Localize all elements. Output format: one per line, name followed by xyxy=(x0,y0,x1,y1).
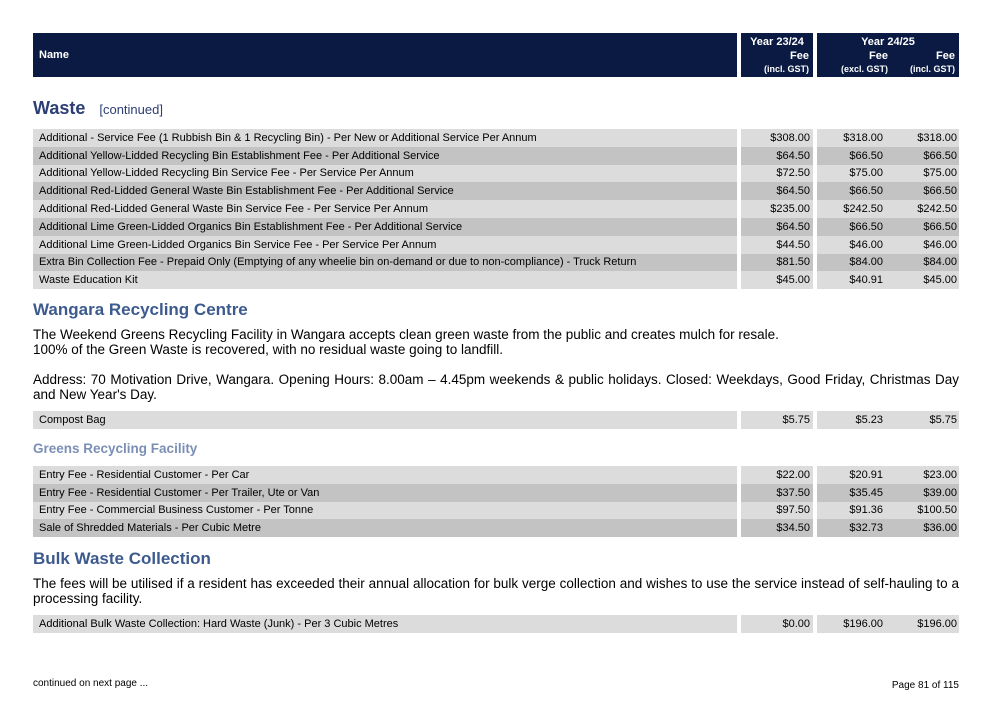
header-name: Name xyxy=(33,33,737,77)
fee-2425-incl: $318.00 xyxy=(888,129,959,147)
fee-2324-incl: $34.50 xyxy=(741,519,813,537)
fee-2425-excl: $40.91 xyxy=(817,271,888,289)
fee-2324-incl: $64.50 xyxy=(741,182,813,200)
fee-2425-incl: $45.00 xyxy=(888,271,959,289)
page-number: Page 81 of 115 xyxy=(891,680,959,691)
header-year-2324 xyxy=(741,33,813,77)
fee-name: Sale of Shredded Materials - Per Cubic Metre xyxy=(33,519,737,537)
bulk-title: Bulk Waste Collection xyxy=(33,549,211,569)
fee-2425-incl: $66.50 xyxy=(888,147,959,165)
waste-section-heading xyxy=(33,98,959,125)
greens-table xyxy=(33,466,959,537)
fee-2425-excl: $84.00 xyxy=(817,254,888,272)
fee-2324-incl: $44.50 xyxy=(741,236,813,254)
fee-2425-incl: $66.50 xyxy=(888,182,959,200)
header-year-a-gst: (incl. GST) xyxy=(764,64,809,74)
waste-title: Waste xyxy=(33,98,86,118)
table-row xyxy=(33,182,959,200)
table-row xyxy=(33,218,959,236)
table-row xyxy=(33,502,959,520)
fee-name: Compost Bag xyxy=(33,411,737,429)
header-year-2425 xyxy=(817,33,959,77)
fee-2425-excl: $66.50 xyxy=(817,147,888,165)
table-header xyxy=(33,33,959,77)
fee-2324-incl: $235.00 xyxy=(741,200,813,218)
fee-2324-incl: $0.00 xyxy=(741,615,813,633)
fee-2324-incl: $64.50 xyxy=(741,147,813,165)
wangara-title: Wangara Recycling Centre xyxy=(33,300,248,320)
fee-name: Entry Fee - Residential Customer - Per Car xyxy=(33,466,737,484)
wangara-description xyxy=(33,327,959,357)
table-row xyxy=(33,484,959,502)
table-row xyxy=(33,147,959,165)
fee-2425-excl: $66.50 xyxy=(817,182,888,200)
fee-2324-incl: $308.00 xyxy=(741,129,813,147)
table-row xyxy=(33,129,959,147)
fee-name: Additional Red-Lidded General Waste Bin Establishment Fee - Per Additional Service xyxy=(33,182,737,200)
fee-2425-excl: $5.23 xyxy=(817,411,888,429)
fee-2425-incl: $84.00 xyxy=(888,254,959,272)
header-year-a-fee: Fee xyxy=(790,50,809,62)
fee-2425-incl: $23.00 xyxy=(888,466,959,484)
fee-name: Additional Lime Green-Lidded Organics Bin Establishment Fee - Per Additional Service xyxy=(33,218,737,236)
fee-2425-excl: $46.00 xyxy=(817,236,888,254)
table-row xyxy=(33,271,959,289)
fee-2425-incl: $242.50 xyxy=(888,200,959,218)
wangara-desc-line2: 100% of the Green Waste is recovered, with no residual waste going to landfill. xyxy=(33,342,504,358)
waste-continued: [continued] xyxy=(99,102,163,117)
header-year-b-fee-excl: Fee xyxy=(869,50,888,62)
header-year-b-gst-incl: (incl. GST) xyxy=(910,64,955,74)
table-row xyxy=(33,519,959,537)
table-row xyxy=(33,200,959,218)
fee-2324-incl: $81.50 xyxy=(741,254,813,272)
fee-2425-excl: $242.50 xyxy=(817,200,888,218)
fee-2425-incl: $66.50 xyxy=(888,218,959,236)
fee-2324-incl: $5.75 xyxy=(741,411,813,429)
fee-2324-incl: $97.50 xyxy=(741,502,813,520)
header-year-b-label: Year 24/25 xyxy=(861,36,915,48)
table-row xyxy=(33,615,959,633)
fee-2425-incl: $5.75 xyxy=(888,411,959,429)
fee-name: Additional - Service Fee (1 Rubbish Bin & 1 Recycling Bin) - Per New or Additional Service Per Annum xyxy=(33,129,737,147)
fee-name: Extra Bin Collection Fee - Prepaid Only (Emptying of any wheelie bin on-demand or due to non-compliance) - Truck Return xyxy=(33,254,737,272)
continued-note: continued on next page ... xyxy=(33,678,149,689)
fee-2425-excl: $196.00 xyxy=(817,615,888,633)
fee-2425-excl: $75.00 xyxy=(817,165,888,183)
fee-name: Additional Yellow-Lidded Recycling Bin Establishment Fee - Per Additional Service xyxy=(33,147,737,165)
waste-table xyxy=(33,129,959,289)
header-year-b-fee-incl: Fee xyxy=(936,50,955,62)
fee-name: Waste Education Kit xyxy=(33,271,737,289)
fee-2425-incl: $100.50 xyxy=(888,502,959,520)
fee-2425-excl: $20.91 xyxy=(817,466,888,484)
fee-name: Entry Fee - Commercial Business Customer - Per Tonne xyxy=(33,502,737,520)
fee-name: Additional Red-Lidded General Waste Bin Service Fee - Per Service Per Annum xyxy=(33,200,737,218)
table-row xyxy=(33,165,959,183)
table-row xyxy=(33,254,959,272)
table-row xyxy=(33,411,959,429)
wangara-address: Address: 70 Motivation Drive, Wangara. Opening Hours: 8.00am – 4.45pm weekends & public holidays. Closed: Weekdays, Good Friday, Christmas Day and New Year's Day. xyxy=(33,372,959,403)
fee-2425-excl: $318.00 xyxy=(817,129,888,147)
bulk-description: The fees will be utilised if a resident has exceeded their annual allocation for bulk verge collection and wishes to use the service instead of self-hauling to a processing facility. xyxy=(33,576,959,607)
fee-2425-incl: $39.00 xyxy=(888,484,959,502)
greens-title: Greens Recycling Facility xyxy=(33,440,198,456)
fee-2324-incl: $64.50 xyxy=(741,218,813,236)
fee-name: Additional Bulk Waste Collection: Hard Waste (Junk) - Per 3 Cubic Metres xyxy=(33,615,737,633)
bulk-table xyxy=(33,615,959,633)
header-year-b-gst-excl: (excl. GST) xyxy=(840,64,888,74)
fee-2425-excl: $32.73 xyxy=(817,519,888,537)
fee-2324-incl: $37.50 xyxy=(741,484,813,502)
fee-2425-incl: $196.00 xyxy=(888,615,959,633)
wangara-desc-line1: The Weekend Greens Recycling Facility in Wangara accepts clean green waste from the public and creates mulch for resale. xyxy=(33,327,779,343)
fee-2324-incl: $45.00 xyxy=(741,271,813,289)
fee-2324-incl: $72.50 xyxy=(741,165,813,183)
fee-2425-incl: $36.00 xyxy=(888,519,959,537)
fee-name: Entry Fee - Residential Customer - Per Trailer, Ute or Van xyxy=(33,484,737,502)
table-row xyxy=(33,466,959,484)
fee-2425-excl: $91.36 xyxy=(817,502,888,520)
table-row xyxy=(33,236,959,254)
wangara-table xyxy=(33,411,959,429)
fee-2425-excl: $66.50 xyxy=(817,218,888,236)
fee-name: Additional Yellow-Lidded Recycling Bin Service Fee - Per Service Per Annum xyxy=(33,165,737,183)
fee-2425-incl: $75.00 xyxy=(888,165,959,183)
header-year-a-label: Year 23/24 xyxy=(750,36,804,48)
fee-2425-incl: $46.00 xyxy=(888,236,959,254)
fee-schedule-page xyxy=(33,33,959,633)
fee-2425-excl: $35.45 xyxy=(817,484,888,502)
fee-name: Additional Lime Green-Lidded Organics Bin Service Fee - Per Service Per Annum xyxy=(33,236,737,254)
fee-2324-incl: $22.00 xyxy=(741,466,813,484)
